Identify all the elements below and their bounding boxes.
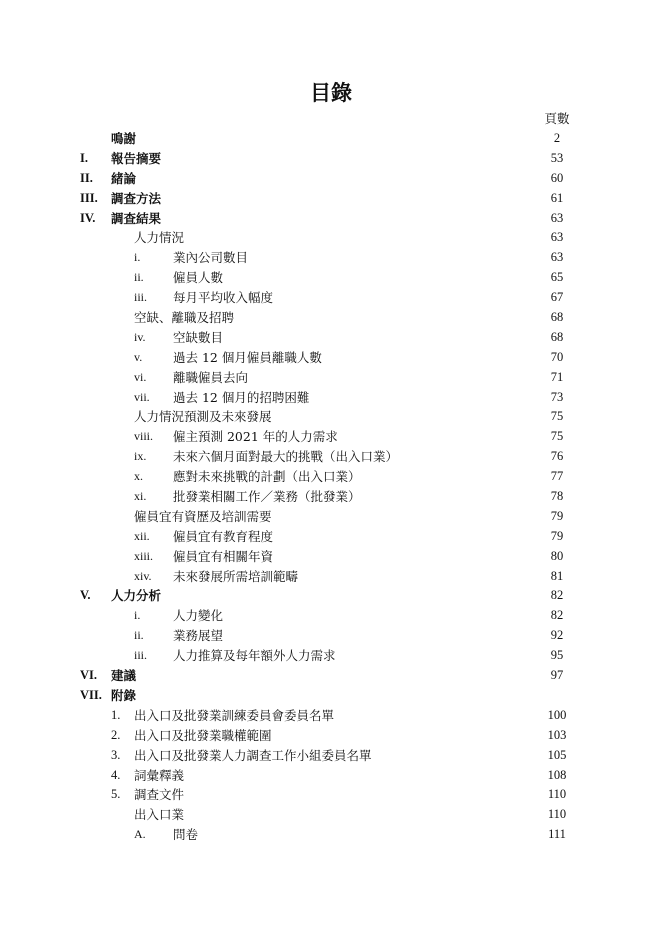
toc-entry-page: 81: [550, 568, 564, 583]
toc-entry-page: 110: [547, 807, 567, 822]
toc-entry-number: IV.: [80, 210, 96, 225]
toc-entry-page: 97: [550, 668, 564, 683]
toc-entry-page: 95: [550, 648, 564, 663]
toc-entry-number: viii.: [134, 429, 154, 444]
toc-entry-page: 105: [547, 747, 567, 762]
toc-entry-page: 63: [550, 250, 564, 265]
toc-entry-title: 建議: [111, 668, 137, 684]
toc-entry-number: 3.: [111, 747, 121, 762]
toc-entry-title: 詞彙釋義: [134, 767, 185, 783]
toc-entry-number: xii.: [134, 528, 150, 543]
toc-entry-number: A.: [134, 827, 146, 842]
toc-entry: [0, 149, 662, 169]
toc-entry: [0, 129, 662, 149]
toc-entry-title: 應對未來挑戰的計劃（出入口業）: [173, 469, 361, 485]
toc-entry-title: 業內公司數目: [173, 250, 249, 266]
toc-entry: [0, 348, 662, 368]
toc-entry-page: 61: [550, 190, 564, 205]
toc-entry-title: 未來六個月面對最大的挑戰（出入口業）: [173, 449, 399, 465]
toc-entry-title: 緒論: [111, 170, 137, 186]
toc-entry: [0, 268, 662, 288]
toc-entry-page: 60: [550, 170, 564, 185]
toc-entry-number: iii.: [134, 290, 148, 305]
toc-entry-page: 108: [547, 767, 567, 782]
toc-entry-title: 出入口及批發業人力調查工作小組委員名單: [134, 747, 372, 763]
toc-entry: [0, 388, 662, 408]
toc-entry: [0, 567, 662, 587]
toc-entry-page: 110: [547, 787, 567, 802]
toc-entry: [0, 308, 662, 328]
toc-entry-number: ii.: [134, 628, 144, 643]
toc-entry-number: xiii.: [134, 548, 154, 563]
toc-entry-page: 82: [550, 608, 564, 623]
toc-entry-title: 僱員人數: [173, 270, 224, 286]
toc-entry-number: VII.: [80, 687, 102, 702]
toc-entry: [0, 467, 662, 487]
toc-entry-number: ii.: [134, 270, 144, 285]
toc-entry-title: 僱員宜有資歷及培訓需要: [134, 508, 272, 524]
toc-entry-page: 82: [550, 588, 564, 603]
toc-entry-page: 2: [553, 131, 561, 145]
toc-entry-page: 103: [547, 727, 567, 742]
toc-entry-number: II.: [80, 170, 93, 185]
toc-entry-number: xi.: [134, 489, 147, 504]
toc-entry-page: 73: [550, 389, 564, 404]
toc-entry: [0, 746, 662, 766]
toc-entry: [0, 169, 662, 189]
toc-entry-number: 5.: [111, 787, 121, 802]
toc-entry: [0, 507, 662, 527]
toc-entry-page: 70: [550, 349, 564, 364]
toc-entry: [0, 626, 662, 646]
toc-entry: [0, 606, 662, 626]
toc-entry: [0, 328, 662, 348]
toc-entry-title: 報告摘要: [111, 150, 162, 166]
toc-entry-title: 問卷: [173, 827, 199, 843]
toc-entry-title: 僱員宜有相關年資: [173, 548, 274, 564]
toc-entry: [0, 407, 662, 427]
toc-entry-page: 77: [550, 469, 564, 484]
toc-entry-title: 鳴謝: [111, 131, 137, 146]
toc-entry-number: III.: [80, 190, 98, 205]
toc-entry: [0, 547, 662, 567]
toc-entry-title: 批發業相關工作／業務（批發業）: [173, 489, 361, 505]
toc-entry-number: VI.: [80, 668, 98, 683]
toc-entry-number: 2.: [111, 727, 121, 742]
toc-entry: [0, 288, 662, 308]
page-number-header: 頁數: [544, 111, 570, 126]
toc-entry-number: iv.: [134, 329, 146, 344]
toc-entry-page: 78: [550, 489, 564, 504]
toc-entry: [0, 248, 662, 268]
toc-entry-title: 人力情況預測及未來發展: [134, 409, 272, 425]
toc-entry-page: 92: [550, 628, 564, 643]
toc-entry-number: vi.: [134, 369, 147, 384]
toc-entry-number: V.: [80, 588, 91, 603]
toc-entry: [0, 368, 662, 388]
toc-entry: [0, 646, 662, 666]
toc-entry-title: 人力變化: [173, 608, 224, 624]
toc-entry-title: 出入口及批發業職權範圍: [134, 727, 272, 743]
toc-entry-page: 111: [548, 827, 566, 842]
toc-entry-page: 65: [550, 270, 564, 285]
toc-entry-page: 79: [550, 508, 564, 523]
toc-entry-page: 63: [550, 230, 564, 245]
toc-entry-title: 出入口及批發業訓練委員會委員名單: [134, 707, 335, 723]
toc-entry-page: 68: [550, 310, 564, 325]
toc-entry-page: 67: [550, 290, 564, 305]
toc-entry-page: 80: [550, 548, 564, 563]
toc-entry: [0, 805, 662, 825]
toc-entry: [0, 487, 662, 507]
toc-entry-number: i.: [134, 608, 141, 623]
toc-entry: [0, 686, 662, 706]
toc-entry: [0, 726, 662, 746]
toc-entry-page: 76: [550, 449, 564, 464]
toc-entry-title: 人力推算及每年額外人力需求: [173, 648, 336, 664]
toc-entry-title: 空缺數目: [173, 329, 224, 345]
toc-entry-title: 調查結果: [111, 210, 162, 226]
page-title: 目錄: [310, 81, 352, 105]
toc-entry-number: xiv.: [134, 568, 152, 583]
toc-entry: [0, 427, 662, 447]
toc-entry-page: 71: [550, 369, 564, 384]
toc-entry-number: I.: [80, 150, 88, 165]
toc-entry-title: 出入口業: [134, 807, 185, 823]
toc-entry-number: v.: [134, 349, 143, 364]
toc-entry-number: vii.: [134, 389, 150, 404]
toc-entry-title: 僱員宜有教育程度: [173, 528, 274, 544]
toc-entry-page: 68: [550, 329, 564, 344]
toc-entry-number: iii.: [134, 648, 148, 663]
toc-entry: [0, 586, 662, 606]
toc-entry-number: i.: [134, 250, 141, 265]
toc-entry-title: 調查方法: [111, 190, 162, 206]
toc-entry-title: 過去 12 個月的招聘困難: [173, 389, 310, 405]
toc-entry-title: 人力分析: [111, 588, 162, 604]
toc-entry: [0, 785, 662, 805]
toc-entry-title: 離職僱員去向: [173, 369, 249, 385]
toc-entry-title: 人力情況: [134, 230, 185, 246]
toc-entry-page: 63: [550, 210, 564, 225]
toc-entry-number: 1.: [111, 707, 121, 722]
toc-entry: [0, 706, 662, 726]
toc-entry-title: 調查文件: [134, 787, 185, 803]
toc-entry-title: 未來發展所需培訓範疇: [173, 568, 299, 584]
toc-entry-page: 53: [550, 150, 564, 165]
toc-entry-number: x.: [134, 469, 143, 484]
toc-entry-title: 附錄: [111, 687, 137, 703]
toc-entry-page: 75: [550, 429, 564, 444]
toc-entry-title: 過去 12 個月僱員離職人數: [173, 349, 322, 365]
toc-entry-title: 業務展望: [173, 628, 224, 644]
toc-entry-title: 空缺、離職及招聘: [134, 310, 235, 326]
toc-entry: [0, 209, 662, 229]
toc-entry-page: 75: [550, 409, 564, 424]
toc-entry: [0, 189, 662, 209]
toc-entry-page: 79: [550, 528, 564, 543]
toc-entry-title: 每月平均收入幅度: [173, 290, 274, 306]
toc-entry-number: 4.: [111, 767, 121, 782]
toc-entry: [0, 447, 662, 467]
toc-entry: [0, 228, 662, 248]
toc-entry-number: ix.: [134, 449, 147, 464]
toc-entry: [0, 666, 662, 686]
toc-entry-title: 僱主預測 2021 年的人力需求: [173, 429, 338, 445]
toc-entry: [0, 527, 662, 547]
toc-entry: [0, 825, 662, 845]
toc-entry: [0, 766, 662, 786]
toc-entry-page: 100: [547, 707, 567, 722]
table-of-contents: [0, 129, 662, 845]
